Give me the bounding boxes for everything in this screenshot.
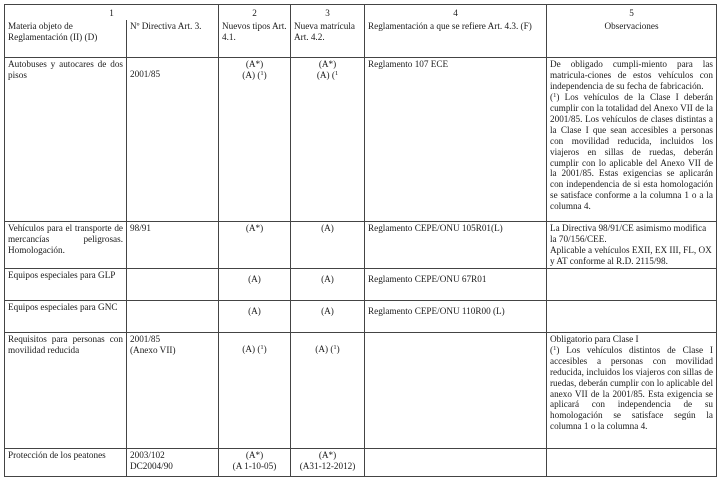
nuevos-line: (A 1-10-05) (232, 460, 277, 471)
nuevos-line: (A*) (245, 59, 264, 70)
cell-nueva-matricula: (A) (291, 222, 365, 269)
cell-nueva-matricula (291, 58, 365, 222)
nuevos-line: (A) (248, 306, 261, 317)
cell-directiva (127, 333, 219, 449)
cell-observaciones (547, 449, 717, 477)
cell-observaciones (547, 58, 717, 222)
cell-reglamentacion (365, 301, 547, 333)
col-number-1: 1 (5, 5, 219, 20)
cell-reglamentacion: Reglamento CEPE/ONU 105R01(L) (365, 222, 547, 269)
cell-materia: Requisitos para personas con movilidad reducida (5, 333, 127, 449)
cell-nueva-matricula (291, 269, 365, 301)
col-number-3: 3 (291, 5, 365, 20)
cell-nuevos-tipos (219, 58, 291, 222)
nuevos-line: (A*) (245, 450, 264, 461)
cell-nuevos-tipos: (A*) (219, 222, 291, 269)
cell-observaciones (547, 222, 717, 269)
observation-text: La Directiva 98/91/CE asimismo modifica la 70/156/CEE. (550, 223, 707, 245)
cell-materia: Autobuses y autocares de dos pisos (5, 58, 127, 222)
nuevos-line: (A) ($^1$) (242, 344, 267, 355)
reglamentacion-text: Reglamento CEPE/ONU 110R00 (L) (368, 306, 505, 317)
matricula-line: (A31-12-2012) (299, 460, 356, 471)
header-row (5, 20, 717, 58)
directiva-line: 2001/85 (130, 334, 161, 345)
matricula-line: (A) ($^1$ (316, 70, 339, 81)
table-row (5, 333, 717, 449)
regulation-table (4, 4, 717, 477)
cell-materia: Equipos especiales para GNC (5, 301, 127, 333)
table-row (5, 301, 717, 333)
matricula-line: (A) (321, 306, 334, 317)
cell-directiva (127, 269, 219, 301)
nuevos-line: (A) (248, 274, 261, 285)
cell-nuevos-tipos (219, 449, 291, 477)
observation-text: ($^1$) Los vehículos de la Clase I deberán cumplir con la totalidad del Anexo VII de la 2001/85. Los vehículos de clases distintas a la Clase I que sean accesibles a personas con movilidad reducida, incluidos los viajeros en sillas de ruedas, deberán cumplir con lo aplicable del Anexo VII de la 2001/85. Estas exigencias se aplicarán con independencia de si esta homologación se satisface conforme a la columna 1 o a la columna 4. (550, 92, 713, 212)
observation-text: De obligado cumpli-miento para las matricula-ciones de estos vehículos con independencia de su fecha de fabricación. (550, 59, 713, 92)
directiva-line: 2003/102 (130, 450, 165, 461)
cell-nueva-matricula (291, 301, 365, 333)
directiva-line: 2001/85 (130, 69, 161, 80)
cell-directiva (127, 301, 219, 333)
cell-nueva-matricula (291, 449, 365, 477)
cell-observaciones (547, 269, 717, 301)
cell-observaciones (547, 301, 717, 333)
table-row (5, 269, 717, 301)
column-number-row (5, 5, 717, 20)
cell-nuevos-tipos (219, 269, 291, 301)
cell-reglamentacion (365, 333, 547, 449)
table-row (5, 58, 717, 222)
matricula-line: (A*) (318, 450, 337, 461)
header-reglamentacion: Reglamentación a que se refiere Art. 4.3. (F) (365, 20, 547, 58)
col-number-5: 5 (547, 5, 717, 20)
reglamentacion-text: Reglamento CEPE/ONU 67R01 (368, 274, 487, 285)
table-row (5, 222, 717, 269)
cell-materia: Equipos especiales para GLP (5, 269, 127, 301)
header-nueva-matricula: Nueva matrícula Art. 4.2. (291, 20, 365, 58)
cell-reglamentacion: Reglamento 107 ECE (365, 58, 547, 222)
directiva-line: DC2004/90 (130, 460, 173, 471)
cell-nuevos-tipos (219, 301, 291, 333)
matricula-line: (A*) (318, 59, 337, 70)
col-number-2: 2 (219, 5, 291, 20)
table-row (5, 449, 717, 477)
cell-directiva: 98/91 (127, 222, 219, 269)
header-directiva: Nº Directiva Art. 3. (127, 20, 219, 58)
matricula-line: (A) (321, 274, 334, 285)
cell-directiva (127, 58, 219, 222)
cell-nueva-matricula (291, 333, 365, 449)
header-materia: Materia objeto de Reglamentación (II) (D) (5, 20, 127, 58)
observation-text: ($^1$) Los vehículos distintos de Clase I accesibles a personas con movilidad reducida, incluidos los viajeros con sillas de ruedas, deberán cumplir con lo aplicable del anexo VII de la 2001/85. Esta exigencia se aplicará con independencia de su homologación se satisface según la columna 1 o la columna 4. (550, 344, 713, 432)
cell-materia: Vehículos para el transporte de mercancías peligrosas. Homologación. (5, 222, 127, 269)
header-nuevos-tipos: Nuevos tipos Art. 4.1. (219, 20, 291, 58)
cell-reglamentacion (365, 449, 547, 477)
observation-text: Obligatorio para Clase I (550, 334, 639, 345)
cell-directiva (127, 449, 219, 477)
cell-nuevos-tipos (219, 333, 291, 449)
header-observaciones: Observaciones (547, 20, 717, 58)
cell-materia: Protección de los peatones (5, 449, 127, 477)
nuevos-line: (A) ($^1$) (242, 70, 267, 81)
col-number-4: 4 (365, 5, 547, 20)
observation-text: Aplicable a vehículos EXII, EX III, FL, OX y AT conforme al R.D. 2115/98. (550, 245, 712, 267)
cell-reglamentacion (365, 269, 547, 301)
directiva-line: (Anexo VII) (130, 344, 176, 355)
cell-observaciones (547, 333, 717, 449)
matricula-line: (A) ($^1$) (315, 344, 340, 355)
